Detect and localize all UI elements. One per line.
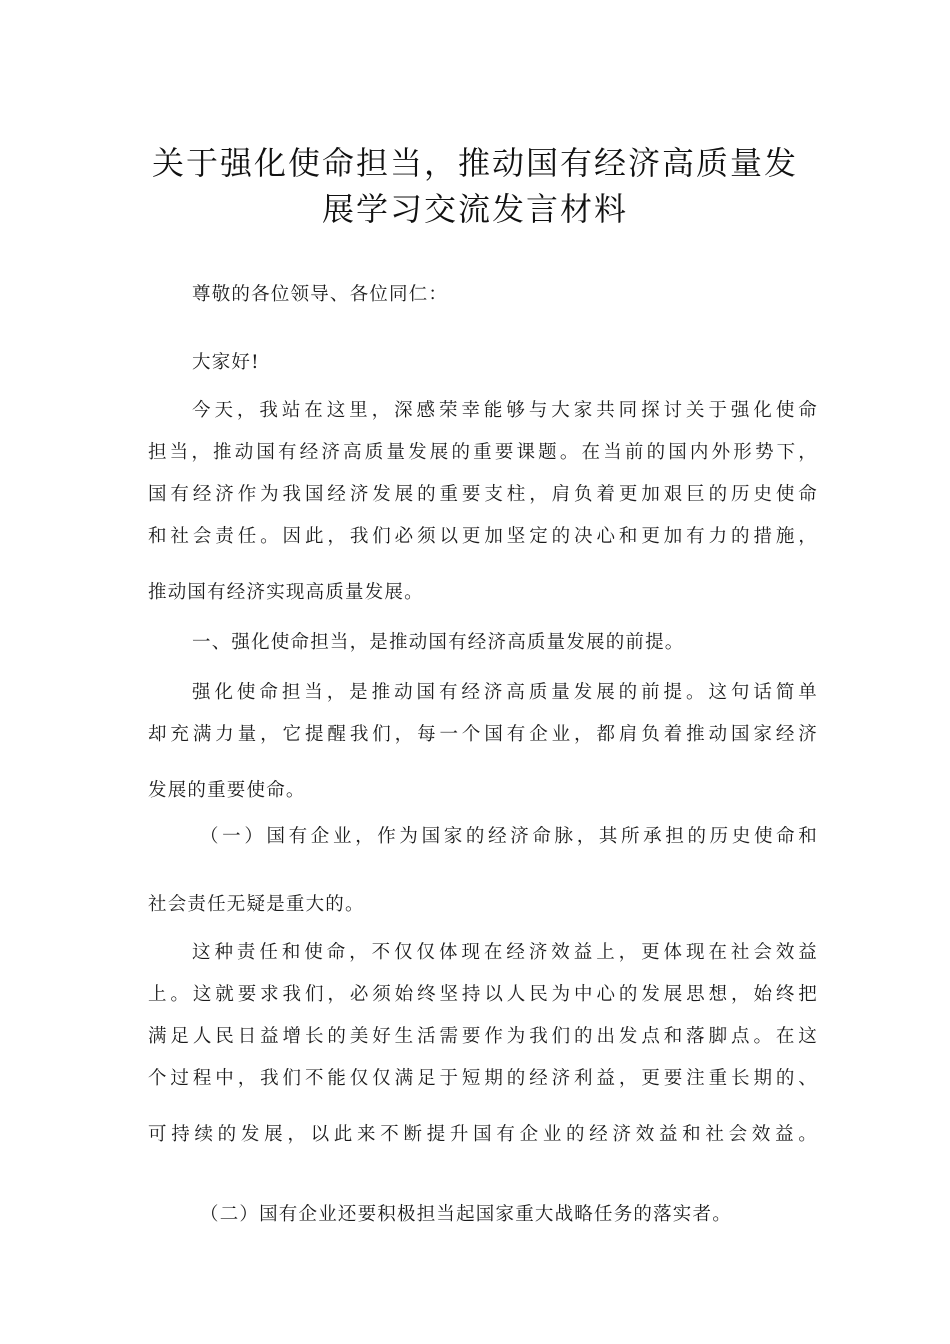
paragraph-line: 却充满力量，它提醒我们，每一个国有企业，都肩负着推动国家经济 <box>148 724 818 745</box>
paragraph-line: 今天，我站在这里，深感荣幸能够与大家共同探讨关于强化使命 <box>192 400 818 421</box>
paragraph-line: 满足人民日益增长的美好生活需要作为我们的出发点和落脚点。在这 <box>148 1026 818 1047</box>
paragraph-line: 个过程中，我们不能仅仅满足于短期的经济利益，更要注重长期的、 <box>148 1068 818 1089</box>
subsection-heading: （一）国有企业，作为国家的经济命脉，其所承担的历史使命和 <box>200 826 818 847</box>
paragraph-line: 可持续的发展，以此来不断提升国有企业的经济效益和社会效益。 <box>148 1124 818 1145</box>
paragraph-line: 社会责任无疑是重大的。 <box>148 894 365 915</box>
subsection-heading: （二）国有企业还要积极担当起国家重大战略任务的落实者。 <box>200 1204 732 1225</box>
salutation: 尊敬的各位领导、各位同仁： <box>192 284 449 305</box>
greeting: 大家好! <box>192 352 260 373</box>
paragraph-line: 这种责任和使命，不仅仅体现在经济效益上，更体现在社会效益 <box>192 942 818 963</box>
paragraph-line: 和社会责任。因此，我们必须以更加坚定的决心和更加有力的措施， <box>148 526 818 547</box>
paragraph-line: 担当，推动国有经济高质量发展的重要课题。在当前的国内外形势下， <box>148 442 818 463</box>
paragraph-line: 上。这就要求我们，必须始终坚持以人民为中心的发展思想，始终把 <box>148 984 818 1005</box>
paragraph-line: 国有经济作为我国经济发展的重要支柱，肩负着更加艰巨的历史使命 <box>148 484 818 505</box>
paragraph-line: 推动国有经济实现高质量发展。 <box>148 582 424 603</box>
paragraph-line: 发展的重要使命。 <box>148 780 306 801</box>
title-line-2: 展学习交流发言材料 <box>321 190 628 228</box>
title-line-1: 关于强化使命担当，推动国有经济高质量发 <box>151 144 798 182</box>
document-title <box>100 140 850 232</box>
paragraph-line: 强化使命担当，是推动国有经济高质量发展的前提。这句话简单 <box>192 682 818 703</box>
section-heading: 一、强化使命担当，是推动国有经济高质量发展的前提。 <box>192 632 685 653</box>
